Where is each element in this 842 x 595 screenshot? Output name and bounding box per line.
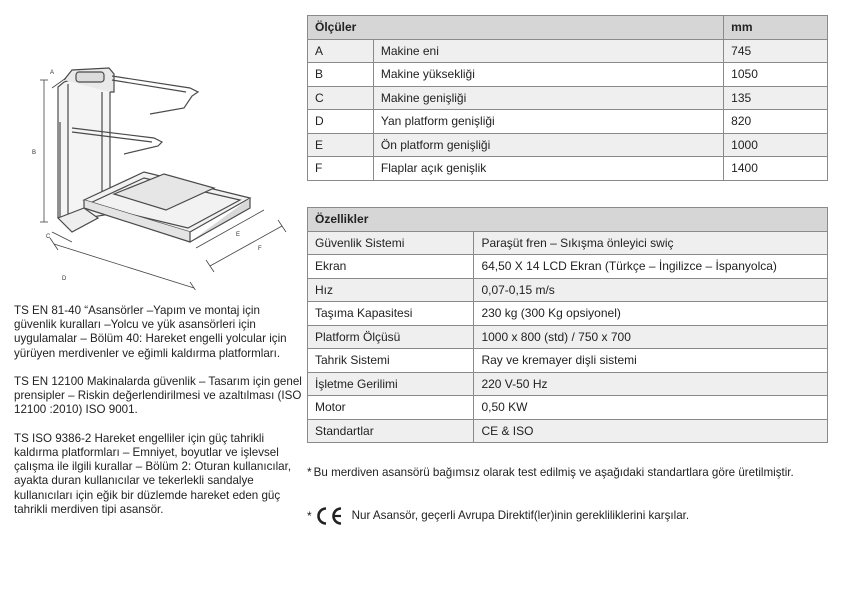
- feature-name: Hız: [308, 278, 474, 302]
- feature-name: Tahrik Sistemi: [308, 349, 474, 373]
- dimension-name: Yan platform genişliği: [373, 110, 723, 134]
- features-header: Özellikler: [308, 208, 828, 232]
- diagram-label-e: E: [236, 232, 241, 238]
- diagram-label-c: C: [46, 234, 51, 240]
- feature-name: Taşıma Kapasitesi: [308, 302, 474, 326]
- lift-technical-drawing: [14, 32, 294, 290]
- dimension-name: Makine yüksekliği: [373, 63, 723, 87]
- feature-name: İşletme Gerilimi: [308, 372, 474, 396]
- table-row: [308, 231, 828, 255]
- feature-value: 1000 x 800 (std) / 750 x 700: [474, 325, 828, 349]
- feature-name: Güvenlik Sistemi: [308, 231, 474, 255]
- dimension-code: E: [308, 133, 374, 157]
- dimension-name: Makine genişliği: [373, 86, 723, 110]
- diagram-label-f: F: [258, 246, 262, 252]
- dimension-value: 745: [724, 39, 828, 63]
- feature-value: Paraşüt fren – Sıkışma önleyici swiç: [474, 231, 828, 255]
- table-row: [308, 39, 828, 63]
- test-note-text: Bu merdiven asansörü bağımsız olarak test edilmiş ve aşağıdaki standartlara göre üretilmiştir.: [313, 466, 794, 479]
- standards-text: [14, 304, 304, 531]
- feature-value: CE & ISO: [474, 419, 828, 443]
- dimension-value: 820: [724, 110, 828, 134]
- dimension-value: 1000: [724, 133, 828, 157]
- table-row: [308, 396, 828, 420]
- dimension-name: Makine eni: [373, 39, 723, 63]
- features-table: [307, 207, 828, 443]
- dimensions-unit-header: mm: [724, 16, 828, 40]
- table-row: [308, 63, 828, 87]
- ce-mark-icon: [314, 506, 344, 526]
- dimension-name: Ön platform genişliği: [373, 133, 723, 157]
- diagram-label-d: D: [62, 276, 67, 282]
- ce-note-text: Nur Asansör, geçerli Avrupa Direktif(ler)inin gerekliliklerini karşılar.: [351, 508, 690, 522]
- dimension-code: A: [308, 39, 374, 63]
- standard-en12100: TS EN 12100 Makinalarda güvenlik – Tasarım için genel prensipler – Riskin değerlendirilmesi ve azaltılması (ISO 12100 :2010) ISO 9001.: [14, 375, 302, 417]
- table-row: [308, 157, 828, 181]
- feature-value: 0,50 KW: [474, 396, 828, 420]
- dimension-value: 135: [724, 86, 828, 110]
- table-row: [308, 419, 828, 443]
- standard-iso9386-2: TS ISO 9386-2 Hareket engelliler için güç tahrikli kaldırma platformları – Emniyet, boyutlar ve işlevsel çalışma ile ilgili kurallar – Bölüm 2: Oturan kullanıcılar, ayakta duran kullanıcılar ve tekerlekli sandalye kullanıcıları için eğik bir düzlemde hareket eden güç tahrikli merdiven tipi asansör.: [14, 431, 292, 516]
- feature-value: 220 V-50 Hz: [474, 372, 828, 396]
- feature-value: 64,50 X 14 LCD Ekran (Türkçe – İngilizce – İspanyolca): [474, 255, 828, 279]
- table-row: [308, 278, 828, 302]
- feature-name: Platform Ölçüsü: [308, 325, 474, 349]
- feature-value: 230 kg (300 Kg opsiyonel): [474, 302, 828, 326]
- diagram-label-a: A: [50, 70, 55, 76]
- table-row: [308, 86, 828, 110]
- dimensions-header-row: [308, 16, 828, 40]
- table-row: [308, 255, 828, 279]
- note-asterisk: *: [307, 465, 312, 479]
- dimensions-header: Ölçüler: [308, 16, 724, 40]
- test-note: [307, 465, 807, 481]
- features-header-row: [308, 208, 828, 232]
- table-row: [308, 325, 828, 349]
- ce-note: [307, 506, 807, 526]
- table-row: [308, 133, 828, 157]
- table-row: [308, 110, 828, 134]
- table-row: [308, 302, 828, 326]
- feature-name: Standartlar: [308, 419, 474, 443]
- note-asterisk: *: [307, 508, 312, 523]
- dimension-name: Flaplar açık genişlik: [373, 157, 723, 181]
- dimensions-table: [307, 15, 828, 181]
- feature-name: Motor: [308, 396, 474, 420]
- dimension-code: F: [308, 157, 374, 181]
- table-row: [308, 349, 828, 373]
- diagram-label-b: B: [32, 150, 37, 156]
- standard-en81-40: TS EN 81-40 “Asansörler –Yapım ve montaj için güvenlik kuralları –Yolcu ve yük asansörleri için uygulamalar – Bölüm 40: Hareket engelli yolcular için yürüyen merdivenler ve eğimli kaldırma platformları.: [14, 304, 287, 360]
- dimension-code: B: [308, 63, 374, 87]
- feature-value: 0,07-0,15 m/s: [474, 278, 828, 302]
- feature-name: Ekran: [308, 255, 474, 279]
- dimension-value: 1050: [724, 63, 828, 87]
- dimension-code: C: [308, 86, 374, 110]
- dimension-value: 1400: [724, 157, 828, 181]
- dimension-code: D: [308, 110, 374, 134]
- feature-value: Ray ve kremayer dişli sistemi: [474, 349, 828, 373]
- table-row: [308, 372, 828, 396]
